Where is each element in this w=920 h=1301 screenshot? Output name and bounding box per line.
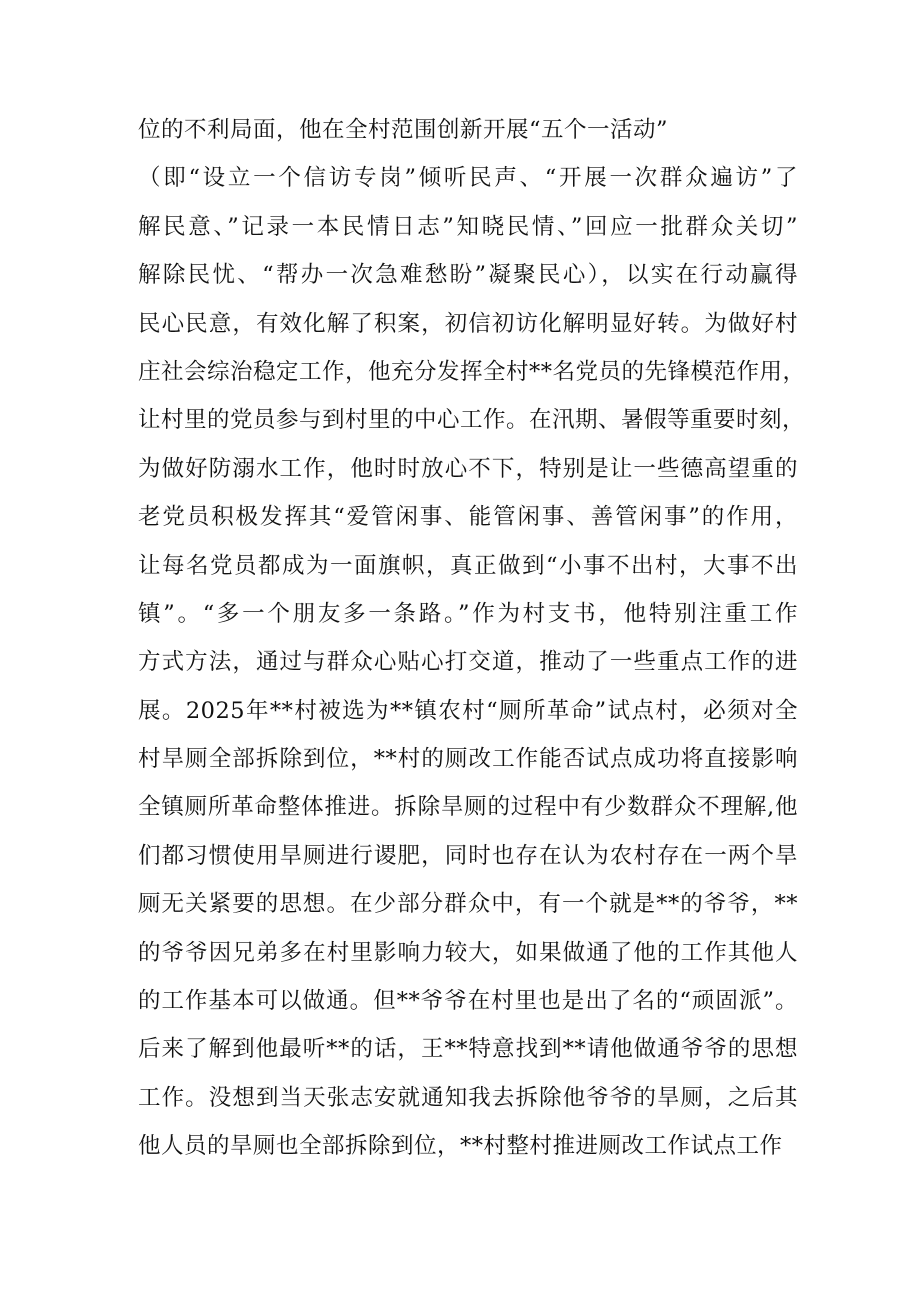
text-line: 方式方法，通过与群众心贴心打交道，推动了一些重点工作的进	[138, 649, 798, 676]
text-line: 全镇厕所革命整体推进。拆除旱厕的过程中有少数群众不理解,他	[138, 794, 798, 821]
text-line: 村旱厕全部拆除到位，**村的厕改工作能否试点成功将直接影响	[138, 746, 798, 773]
text-line: 让村里的党员参与到村里的中心工作。在汛期、暑假等重要时刻，	[138, 407, 806, 434]
text-line: 的爷爷因兄弟多在村里影响力较大，如果做通了他的工作其他人	[138, 939, 798, 966]
text-line: 位的不利局面，他在全村范围创新开展“五个一活动”	[138, 117, 669, 143]
text-line: 解除民忧、“帮办一次急难愁盼”凝聚民心），以实在行动赢得	[138, 262, 798, 289]
text-line: 工作。没想到当天张志安就通知我去拆除他爷爷的旱厕，之后其	[138, 1084, 798, 1111]
text-line: 解民意、”记录一本民情日志”知晓民情、”回应一批群众关切”	[138, 213, 798, 240]
text-line: 他人员的旱厕也全部拆除到位，**村整村推进厕改工作试点工作	[138, 1133, 783, 1160]
text-line: 厕无关紧要的思想。在少部分群众中，有一个就是**的爷爷，**	[138, 891, 798, 918]
text-line: 让每名党员都成为一面旗帜，真正做到“小事不出村，大事不出	[138, 552, 798, 579]
text-line: 镇”。“多一个朋友多一条路。”作为村支书，他特别注重工作	[138, 600, 798, 627]
text-line: 们都习惯使用旱厕进行谡肥，同时也存在认为农村存在一两个旱	[138, 842, 798, 869]
text-line: 民心民意，有效化解了积案，初信初访化解明显好转。为做好村	[138, 310, 798, 337]
text-line: 庄社会综治稳定工作，他充分发挥全村**名党员的先锋模范作用，	[138, 358, 806, 385]
text-line: 展。2025年**村被选为**镇农村“厕所革命”试点村，必须对全	[138, 697, 798, 724]
text-line: 后来了解到他最听**的话，王**特意找到**请他做通爷爷的思想	[138, 1036, 798, 1063]
text-line: 老党员积极发挥其“爱管闲事、能管闲事、善管闲事”的作用，	[138, 504, 798, 531]
document-body	[138, 106, 806, 1171]
text-line: 为做好防溺水工作，他时时放心不下，特别是让一些德高望重的	[138, 455, 798, 482]
text-line: （即“设立一个信访专岗”倾听民声、“开展一次群众遍访”了	[138, 165, 798, 192]
text-line: 的工作基本可以做通。但**爷爷在村里也是出了名的“顽固派”。	[138, 988, 798, 1015]
